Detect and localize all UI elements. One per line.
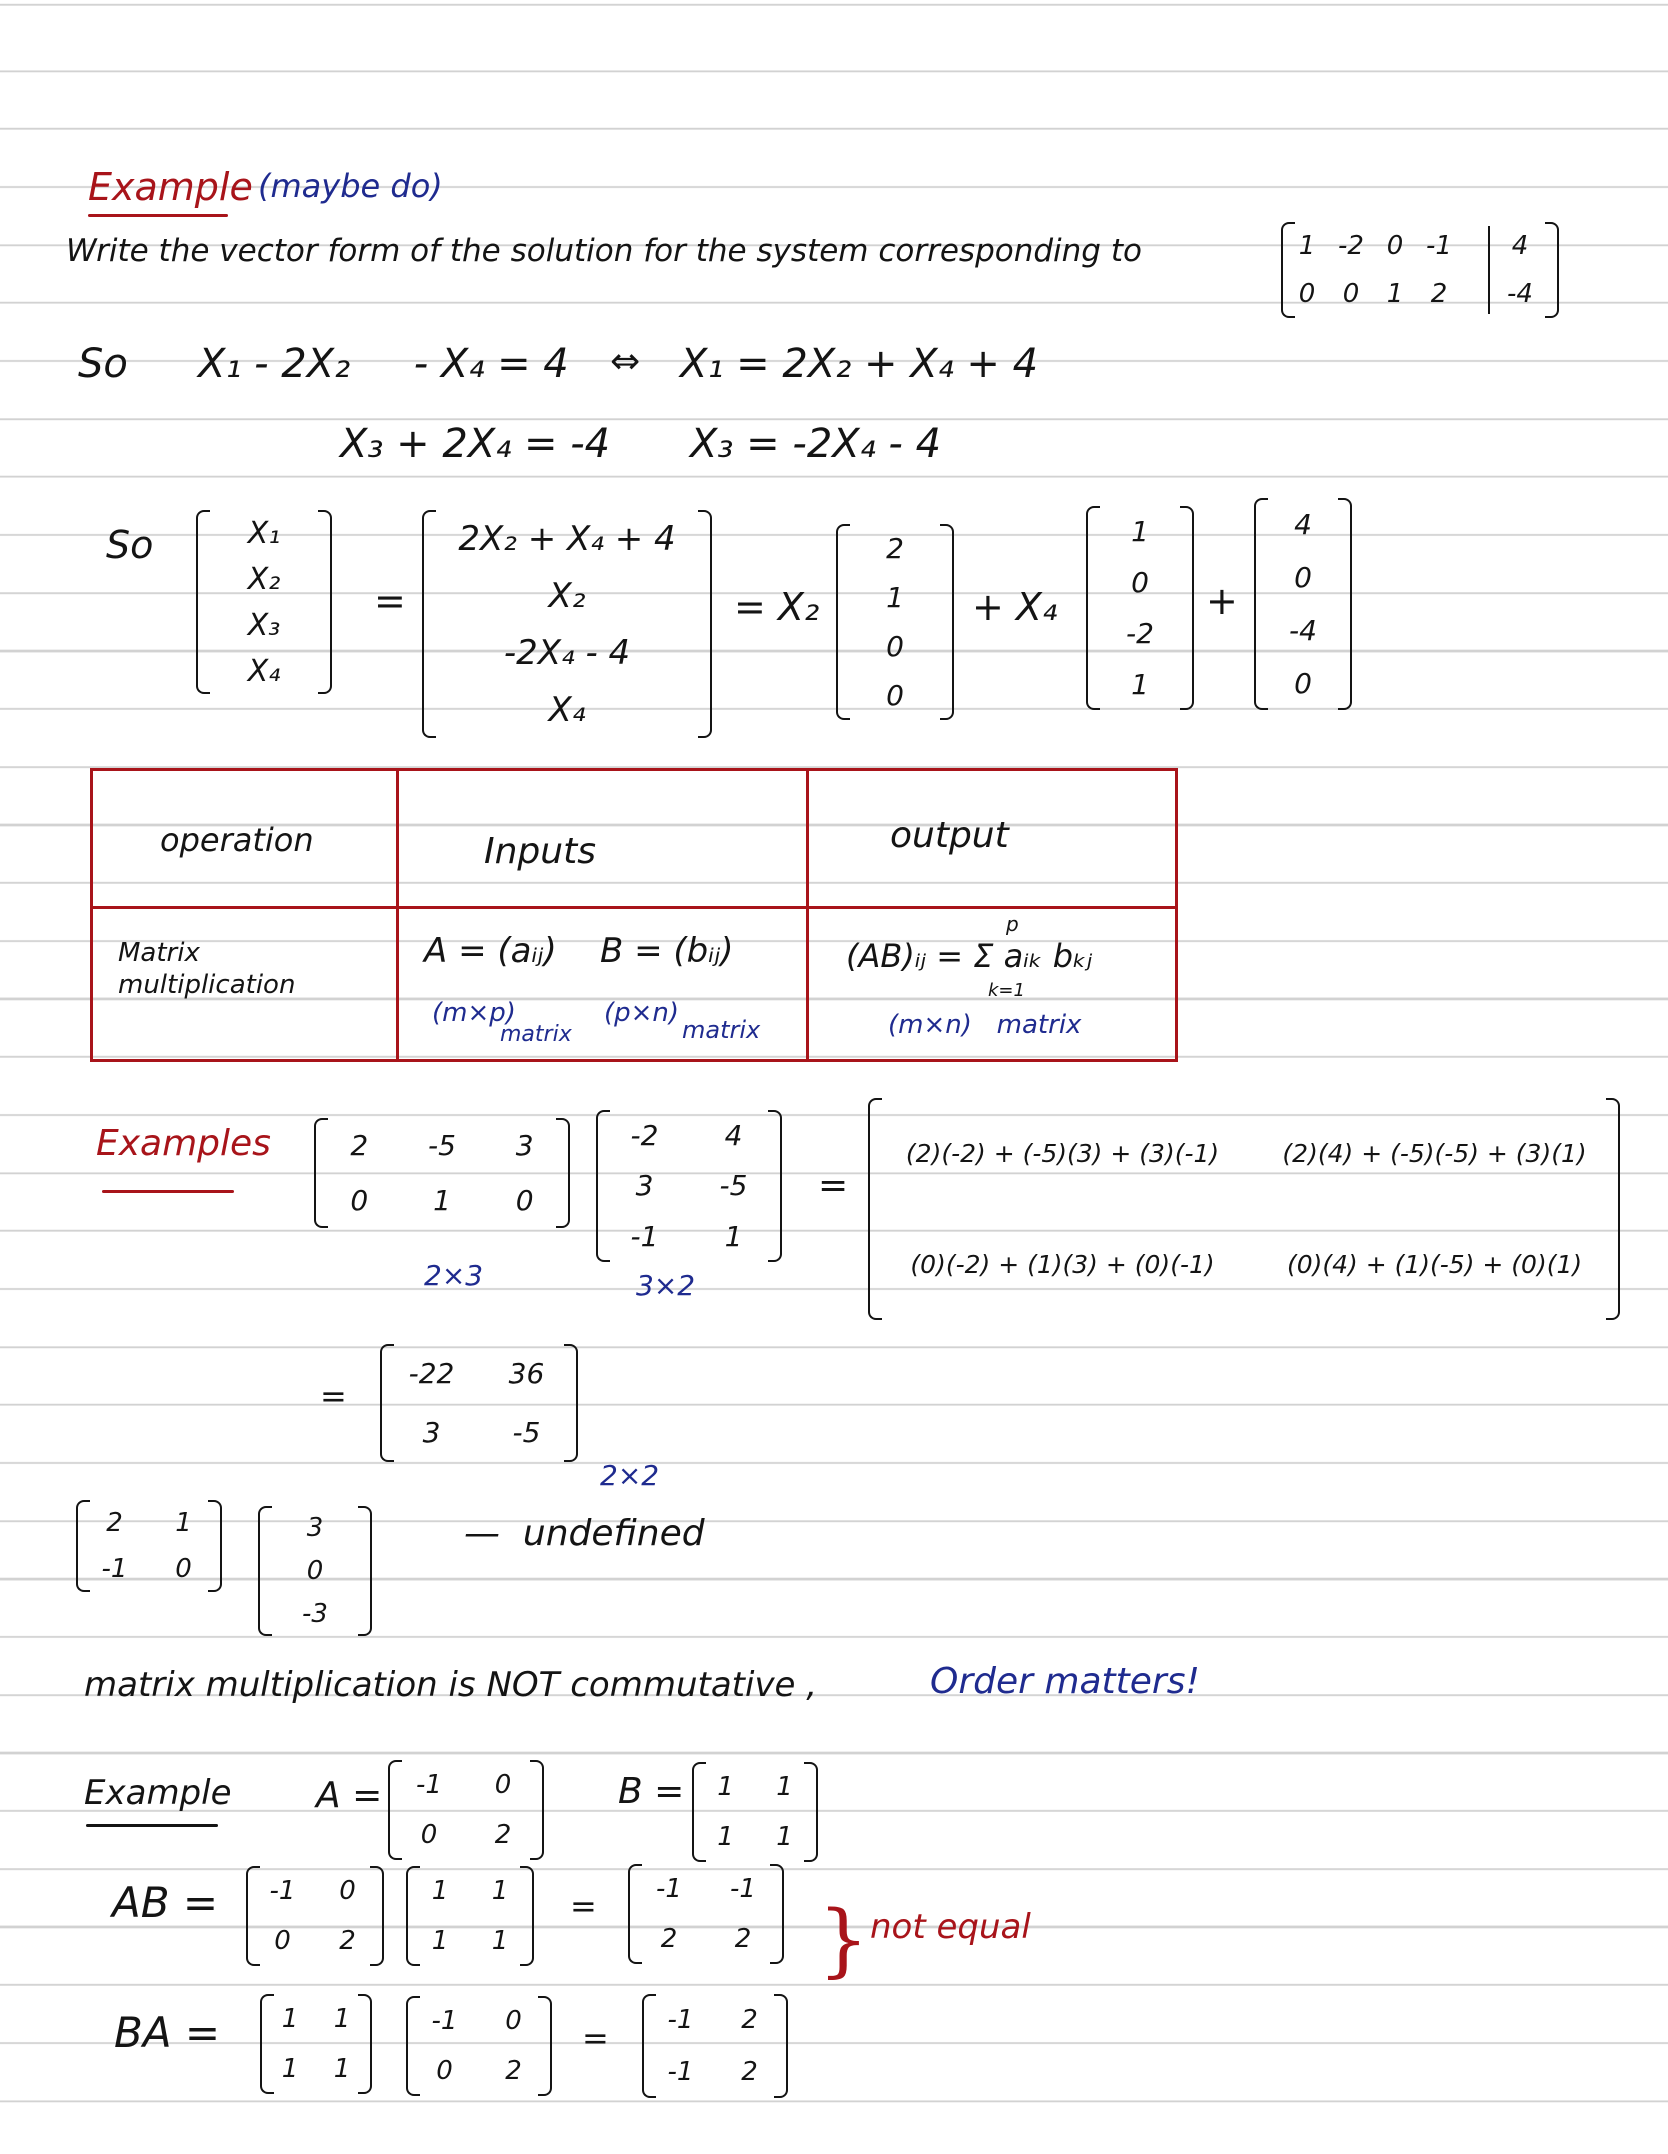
matrix-cell: 1 — [717, 1772, 734, 1802]
matrix-cell: 0 — [274, 1926, 291, 1956]
ba-label: BA = — [114, 2008, 221, 2057]
matrix-cell: -1 — [667, 2057, 694, 2087]
vector-entry: 2 — [886, 532, 904, 565]
ba-result — [646, 1994, 784, 2098]
matrix-cell: 2 — [734, 1924, 752, 1954]
aug-cell: 0 — [1298, 279, 1316, 309]
matrix-cell: 1 — [431, 1876, 449, 1906]
matrix-cell: -2 — [630, 1118, 659, 1152]
vector-b — [1090, 506, 1190, 710]
equation-1-left: X₁ - 2X₂ - X₄ = 4 — [198, 341, 569, 387]
examples-heading: Examples — [96, 1123, 271, 1164]
matrix-cell: 2 — [339, 1926, 356, 1956]
matrix-cell: 0 — [175, 1554, 192, 1584]
expanded-cell: (0)(-2) + (1)(3) + (0)(-1) — [910, 1250, 1215, 1279]
vector-entry: 2X₂ + X₄ + 4 — [458, 518, 676, 559]
equation-2-right: X₃ = -2X₄ - 4 — [690, 421, 942, 467]
vector-entry: 4 — [1294, 508, 1312, 541]
vector-x — [200, 510, 328, 694]
matrix-cell: -5 — [719, 1169, 748, 1203]
result-dimension: 2×2 — [600, 1459, 660, 1492]
matrix-cell: 2 — [660, 1924, 678, 1954]
matrix-cell: -1 — [667, 2005, 694, 2035]
aug-cell: -2 — [1338, 231, 1364, 261]
matrix-cell: 2 — [741, 2005, 758, 2035]
vector-entry: 0 — [1131, 566, 1149, 599]
output-sum-top: p — [1006, 912, 1019, 936]
matrix-cell: -1 — [656, 1874, 682, 1904]
m1-dimension: 2×3 — [424, 1259, 484, 1292]
vector-entry: 1 — [886, 581, 904, 614]
aug-rhs: -4 — [1507, 279, 1533, 309]
x4-coefficient: + X₄ — [972, 585, 1058, 629]
matrix-cell: 2 — [741, 2057, 758, 2087]
aug-cell: 1 — [1298, 231, 1316, 261]
matrix-cell: 1 — [281, 2004, 299, 2034]
vector-entry: 0 — [886, 679, 904, 712]
matrix-cell: 3 — [306, 1512, 324, 1543]
matrix-cell: -5 — [428, 1129, 456, 1162]
vector-expression — [426, 510, 708, 738]
matrix-cell: -22 — [408, 1357, 455, 1390]
matrix-cell: 0 — [436, 2056, 453, 2086]
matrix-cell: 1 — [776, 1822, 793, 1852]
matrix-cell: 1 — [333, 2004, 351, 2034]
matrix-cell: 1 — [776, 1772, 793, 1802]
vector-entry: -2 — [1126, 617, 1154, 650]
matrix-cell: -1 — [630, 1220, 659, 1254]
matrix-cell: -1 — [416, 1770, 442, 1800]
matrix-cell: -1 — [269, 1876, 296, 1906]
a-label: A = — [316, 1775, 383, 1816]
table-header-inputs: Inputs — [484, 831, 596, 872]
expanded-cell: (2)(-2) + (-5)(3) + (3)(-1) — [905, 1139, 1220, 1168]
inputs-note-a2: matrix — [500, 1022, 572, 1047]
matrix-cell: -1 — [431, 2006, 458, 2036]
row-output: (AB)ᵢⱼ = Σ aᵢₖ bₖⱼ — [846, 937, 1093, 975]
output-note: (m×n) matrix — [888, 1010, 1082, 1040]
row-name-line1: Matrix — [118, 938, 200, 968]
commutative-statement: matrix multiplication is NOT commutative , — [84, 1665, 818, 1705]
iff-symbol: ⇔ — [610, 341, 641, 382]
commute-example-heading: Example — [84, 1773, 232, 1813]
inputs-note-b: (p×n) — [604, 998, 680, 1028]
inputs-note-b2: matrix — [682, 1016, 761, 1044]
inputs-note-a: (m×p) — [432, 998, 516, 1028]
vector-entry: -4 — [1289, 614, 1317, 647]
example-heading: Example — [88, 165, 253, 209]
matrix-cell: 3 — [515, 1129, 534, 1162]
m2-dimension: 3×2 — [636, 1269, 696, 1302]
ab-label: AB = — [112, 1878, 219, 1927]
equation-1-right: X₁ = 2X₂ + X₄ + 4 — [680, 341, 1039, 387]
matrix-a — [392, 1760, 540, 1860]
vector-entry: 1 — [1131, 515, 1149, 548]
table-divider — [90, 906, 1178, 909]
example-prompt: Write the vector form of the solution for the system corresponding to — [66, 233, 1142, 269]
matrix-cell: 0 — [306, 1555, 324, 1586]
vector-entry: 0 — [886, 630, 904, 663]
matrix-cell: 1 — [431, 1926, 449, 1956]
example-heading-note: (maybe do) — [258, 167, 443, 205]
matrix-b — [696, 1762, 814, 1862]
example-heading-underline — [88, 214, 228, 217]
vector-entry: X₂ — [548, 575, 586, 616]
table-divider — [806, 768, 809, 1062]
commute-heading-underline — [86, 1824, 218, 1827]
matrix-cell: 0 — [350, 1184, 369, 1217]
ba-equals: = — [582, 2019, 609, 2057]
ab-result — [632, 1864, 780, 1964]
equation-2-left: X₃ + 2X₄ = -4 — [340, 421, 611, 467]
matrix-cell: 3 — [422, 1416, 441, 1449]
vector-c — [1258, 498, 1348, 710]
matrix-cell: -1 — [101, 1554, 128, 1584]
plus-sign: + — [1206, 579, 1238, 623]
matrix-m2 — [600, 1110, 778, 1262]
vector-entry: X₄ — [548, 689, 586, 730]
ab-matrix-2 — [410, 1866, 530, 1966]
output-sum-bottom: k=1 — [988, 980, 1025, 1001]
matrix-cell: 1 — [491, 1926, 509, 1956]
not-equal-brace: } — [818, 1893, 869, 1986]
vector-entry: X₃ — [247, 607, 281, 643]
matrix-cell: 3 — [635, 1169, 654, 1203]
aug-cell: -1 — [1426, 231, 1452, 261]
vector-entry: 0 — [1294, 561, 1312, 594]
aug-cell: 2 — [1430, 279, 1448, 309]
matrix-cell: 1 — [333, 2054, 351, 2084]
undefined-label: — undefined — [464, 1513, 705, 1554]
matrix-m1 — [318, 1118, 566, 1228]
row-inputs: A = (aᵢⱼ) B = (bᵢⱼ) — [424, 931, 734, 971]
aug-cell: 1 — [1386, 279, 1404, 309]
matrix-cell: 1 — [717, 1822, 734, 1852]
not-equal-note: not equal — [870, 1907, 1031, 1947]
equals-sign: = — [374, 579, 406, 623]
augmented-matrix — [1285, 222, 1555, 318]
vector-a — [840, 524, 950, 720]
matrix-cell: 0 — [339, 1876, 356, 1906]
matrix-cell: 1 — [724, 1220, 743, 1254]
ab-equals: = — [570, 1887, 597, 1925]
ba-matrix-2 — [410, 1996, 548, 2096]
table-divider — [396, 768, 399, 1062]
examples-underline — [102, 1190, 234, 1193]
matrix-cell: -1 — [730, 1874, 756, 1904]
matrix-cell: 2 — [505, 2056, 522, 2086]
undefined-matrix-a — [80, 1500, 218, 1592]
matrix-cell: 4 — [724, 1118, 743, 1152]
matrix-cell: 0 — [515, 1184, 534, 1217]
aug-cell: 0 — [1386, 231, 1404, 261]
matrix-cell: 1 — [175, 1508, 192, 1538]
ab-matrix-1 — [250, 1866, 380, 1966]
matrix-cell: 36 — [508, 1357, 545, 1390]
vector-entry: X₁ — [247, 515, 281, 551]
matrix-cell: 1 — [281, 2054, 299, 2084]
undefined-matrix-b — [262, 1506, 368, 1636]
expanded-product — [872, 1098, 1616, 1320]
so-label-2: So — [106, 523, 154, 567]
aug-cell: 0 — [1342, 279, 1360, 309]
x2-coefficient: = X₂ — [734, 585, 820, 629]
matrix-cell: -5 — [512, 1416, 541, 1449]
matrix-cell: 0 — [505, 2006, 522, 2036]
result-matrix — [384, 1344, 574, 1462]
matrix-cell: 0 — [420, 1820, 438, 1850]
so-label: So — [78, 341, 128, 387]
table-header-operation: operation — [160, 821, 314, 859]
vector-entry: 0 — [1294, 667, 1312, 700]
augmented-divider — [1488, 226, 1490, 314]
vector-entry: X₄ — [247, 653, 281, 689]
b-label: B = — [618, 1771, 685, 1812]
ba-matrix-1 — [264, 1994, 368, 2094]
expanded-cell: (2)(4) + (-5)(-5) + (3)(1) — [1282, 1139, 1587, 1168]
vector-entry: -2X₄ - 4 — [503, 632, 631, 673]
order-matters: Order matters! — [930, 1661, 1200, 1702]
row-name-line2: multiplication — [118, 970, 296, 1000]
matrix-cell: 1 — [433, 1184, 451, 1217]
table-header-output: output — [890, 815, 1009, 856]
vector-entry: 1 — [1131, 668, 1149, 701]
equals-sign-2: = — [320, 1377, 347, 1415]
matrix-cell: -3 — [302, 1599, 328, 1630]
vector-entry: X₂ — [247, 561, 281, 597]
matrix-cell: 2 — [350, 1129, 369, 1162]
matrix-cell: 0 — [494, 1770, 512, 1800]
expanded-cell: (0)(4) + (1)(-5) + (0)(1) — [1286, 1250, 1583, 1279]
equals-sign: = — [818, 1165, 849, 1206]
matrix-cell: 2 — [494, 1820, 512, 1850]
matrix-cell: 2 — [106, 1508, 123, 1538]
aug-rhs: 4 — [1511, 231, 1529, 261]
matrix-cell: 1 — [491, 1876, 509, 1906]
